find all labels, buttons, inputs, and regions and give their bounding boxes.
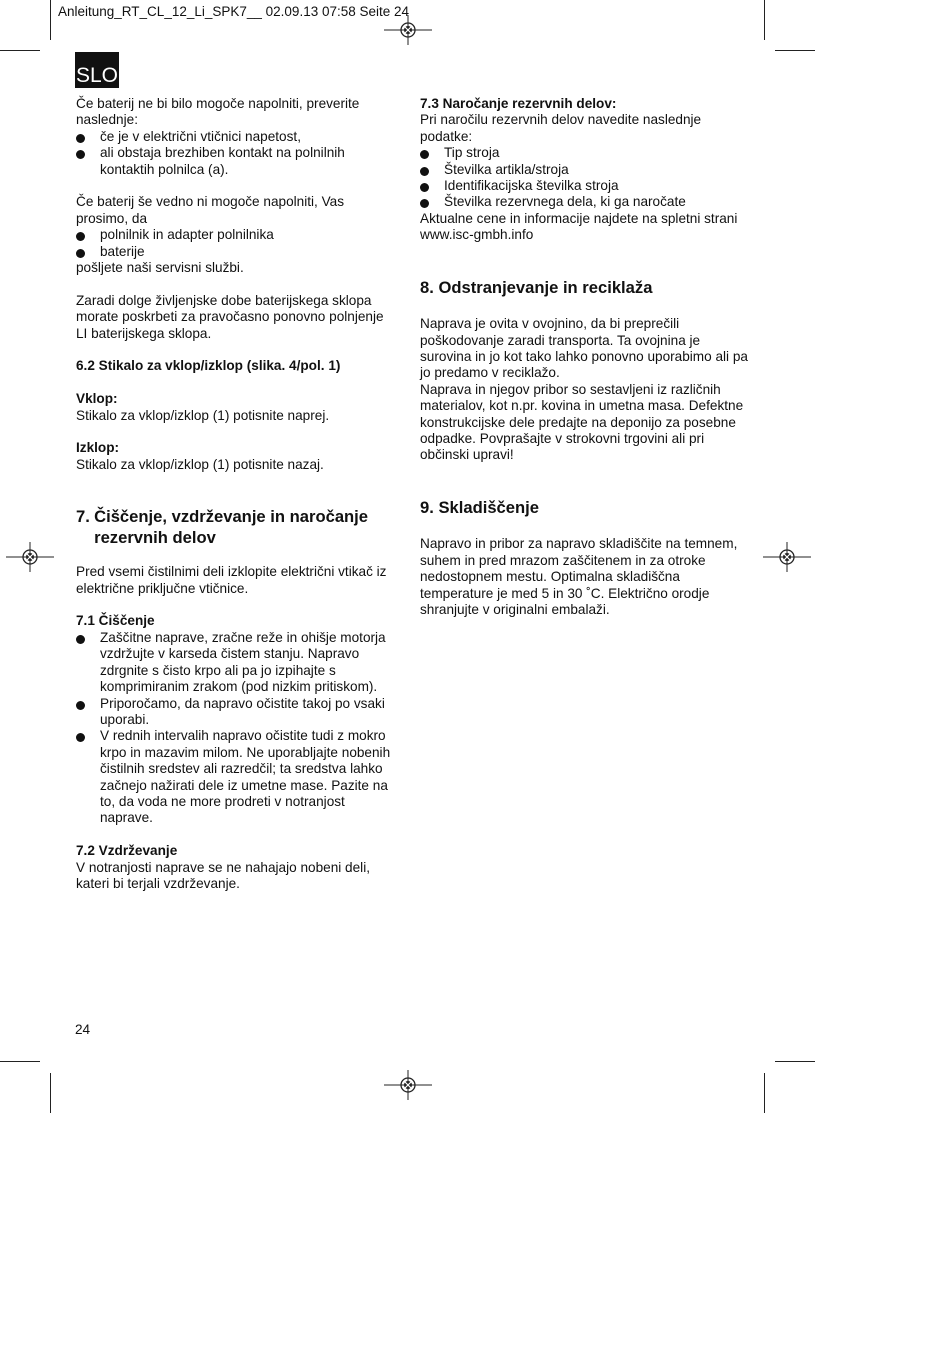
registration-mark-icon [384,1070,432,1100]
paragraph: Če baterij ne bi bilo mogoče napolniti, preverite naslednje: [76,96,360,128]
paragraph: Pri naročilu rezervnih delov navedite naslednje podatke: [420,112,702,144]
registration-mark-icon [6,542,54,572]
bullet-list [76,227,396,260]
list-item: Številka artikla/stroja [420,162,750,178]
crop-mark [0,1061,40,1062]
crop-mark [50,0,51,40]
bullet-icon [76,150,85,159]
bullet-list [76,630,396,827]
list-item: Številka rezervnega dela, ki ga naročate [420,194,750,210]
paragraph: Zaradi dolge življenjske dobe baterijskega sklopa morate poskrbeti za pravočasno ponovno polnjenje LI baterijskega sklopa. [76,292,384,341]
crop-mark [0,50,40,51]
paragraph: Naprava je ovita v ovojnino, da bi preprečili poškodovanje zaradi transporta. Ta ovojnina je surovina in jo kot tako lahko ponovno uporabimo ali pa jo predamo v reciklažo. [420,316,748,381]
language-tab: SLO [75,52,119,88]
service-block [76,194,396,276]
paragraph: V notranjosti naprave se ne nahajajo nobeni deli, kateri bi terjali vzdrževanje. [76,859,370,891]
chapter-heading: 9. Skladiščenje [420,497,539,517]
bullet-icon [420,199,429,208]
crop-mark [775,1061,815,1062]
list-item: baterije [76,244,396,260]
left-column [76,96,396,892]
crop-mark [50,1073,51,1113]
paragraph: Stikalo za vklop/izklop (1) potisnite nazaj. [76,456,324,472]
spare-parts-block [420,96,750,244]
paragraph: Pred vsemi čistilnimi deli izklopite električni vtikač iz električne priključne vtičnice. [76,564,387,596]
bullet-icon [420,150,429,159]
bullet-icon [76,701,85,710]
list-item: V rednih intervalih napravo očistite tudi z mokro krpo in mazavim milom. Ne uporabljajte nobenih čistilnih sredstev ali razredčil; ta sredstva lahko začnejo nažirati dele iz umetne mase. Pazite na to, da voda ne more prodreti v notranjost naprave. [76,728,396,826]
bullet-list [420,145,750,211]
list-item: polnilnik in adapter polnilnika [76,227,396,243]
list-item: Tip stroja [420,145,750,161]
list-item: Priporočamo, da napravo očistite takoj po vsaki uporabi. [76,696,396,729]
charging-check-block [76,96,396,178]
registration-mark-icon [384,15,432,45]
chapter-heading: 8. Odstranjevanje in reciklaža [420,277,653,297]
bullet-list [76,129,396,178]
page-number: 24 [75,1022,91,1037]
crop-mark [775,50,815,51]
paragraph: Naprava in njegov pribor so sestavljeni iz različnih materialov, kot n.pr. kovina in umetna masa. Defektne konstrukcijske dele predajte na deponijo za posebne odpadke. Povprašajte v strokovni trgovini ali pri občinski upravi! [420,381,744,463]
list-item: ali obstaja brezhiben kontakt na polnilnih kontaktih polnilca (a). [76,145,396,178]
bullet-icon [76,232,85,241]
paragraph: pošljete naši servisni službi. [76,260,244,276]
list-item: če je v električni vtičnici napetost, [76,129,396,145]
chapter-heading [76,507,396,548]
section-heading: 7.3 Naročanje rezervnih delov: [420,96,617,111]
section-heading: 7.1 Čiščenje [76,613,155,629]
bullet-icon [420,183,429,192]
crop-mark [764,1073,765,1113]
subheading: Vklop: [76,391,118,407]
switch-on-block [76,391,396,424]
section-heading: 7.2 Vzdrževanje [76,843,178,859]
print-slug: Anleitung_RT_CL_12_Li_SPK7__ 02.09.13 07:58 Seite 24 [58,4,410,19]
right-column [420,96,750,618]
section-heading: 6.2 Stikalo za vklop/izklop (slika. 4/pol. 1) [76,358,341,374]
cleaning-block [76,613,396,826]
disposal-block [420,316,750,464]
list-item: Identifikacijska številka stroja [420,178,750,194]
switch-off-block [76,440,396,473]
bullet-icon [76,733,85,742]
chapter-title: Čiščenje, vzdrževanje in naročanje rezervnih delov [94,507,369,547]
bullet-icon [76,134,85,143]
bullet-icon [76,635,85,644]
chapter-number: 7. [76,507,90,527]
list-item: Zaščitne naprave, zračne reže in ohišje motorja vzdržujte v karseda čistem stanju. Napravo zdrgnite s čisto krpo ali pa jo izpihajte s komprimiranim zrakom (pod nizkim pritiskom). [76,630,396,696]
bullet-icon [76,249,85,258]
maintenance-block [76,843,396,892]
bullet-icon [420,167,429,176]
registration-mark-icon [763,542,811,572]
paragraph: Aktualne cene in informacije najdete na spletni strani www.isc-gmbh.info [420,210,738,243]
paragraph: Če baterij še vedno ni mogoče napolniti, Vas prosimo, da [76,194,345,226]
paragraph: Stikalo za vklop/izklop (1) potisnite naprej. [76,407,330,423]
crop-mark [764,0,765,40]
subheading: Izklop: [76,440,120,456]
paragraph: Napravo in pribor za napravo skladiščite na temnem, suhem in pred mrazom zaščitenem in za otroke nedostopnem mestu. Optimalna skladiščna temperature je med 5 in 30 ˚C. Električno orodje shranjujte v originalni embalaži. [420,536,738,617]
